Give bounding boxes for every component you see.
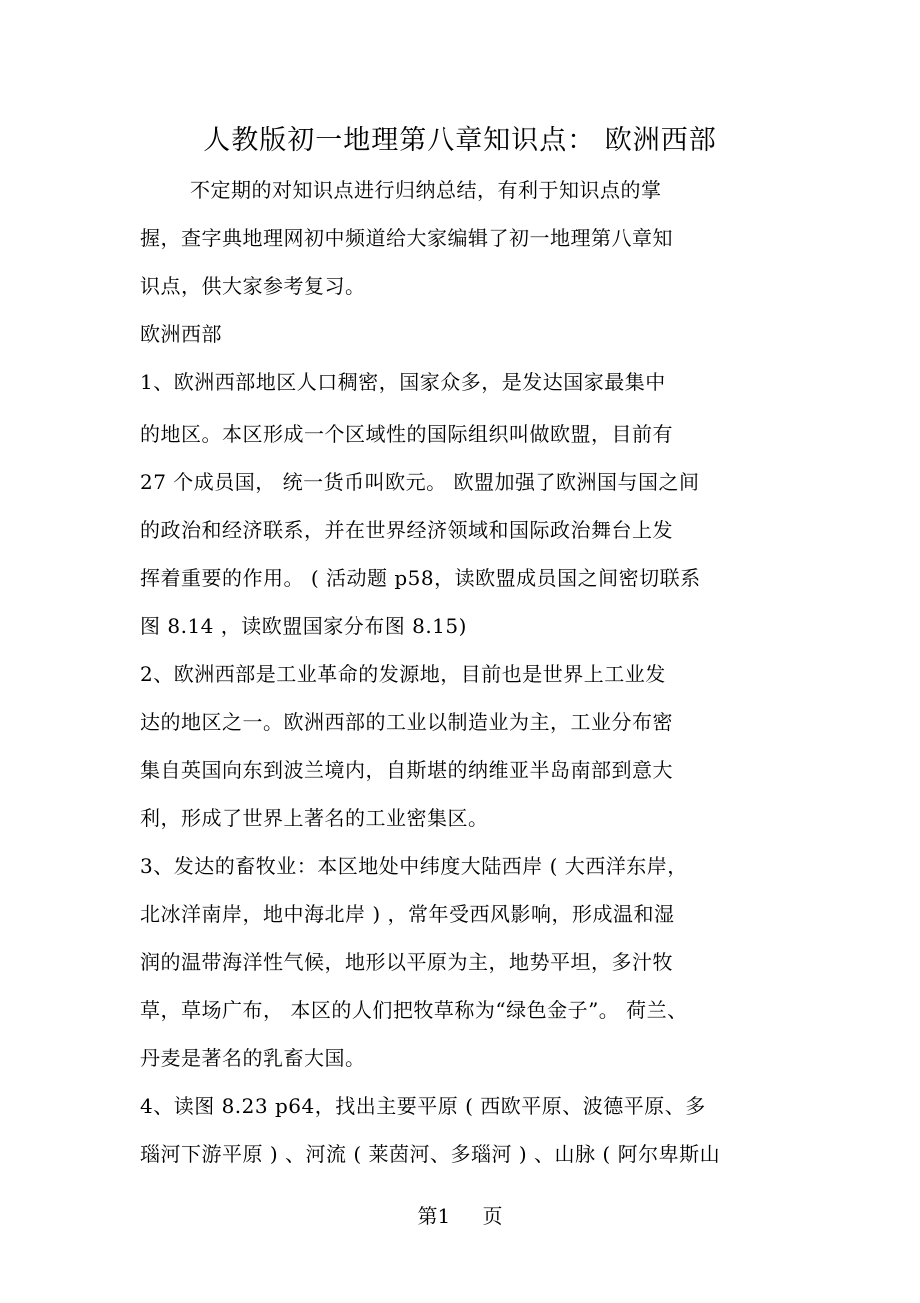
paragraph-line: 润的温带海洋性气候，地形以平原为主，地势平坦，多汁牧 — [140, 950, 673, 974]
page-number: 第1 页 — [417, 1204, 503, 1228]
paragraph-line: 握，查字典地理网初中频道给大家编辑了初一地理第八章知 — [140, 226, 673, 250]
document-title: 人教版初一地理第八章知识点： 欧洲西部 — [203, 125, 717, 156]
paragraph-line: 利，形成了世界上著名的工业密集区。 — [140, 806, 489, 830]
paragraph-line: 4、读图 8.23 p64，找出主要平原 ( 西欧平原、波德平原、多 — [140, 1094, 706, 1118]
paragraph-line: 不定期的对知识点进行归纳总结，有利于知识点的掌 — [190, 178, 662, 202]
paragraph-line: 的地区。本区形成一个区域性的国际组织叫做欧盟，目前有 — [140, 422, 673, 446]
paragraph-line: 识点，供大家参考复习。 — [140, 274, 366, 298]
paragraph-line: 2、欧洲西部是工业革命的发源地，目前也是世界上工业发 — [140, 662, 666, 686]
paragraph-line: 挥着重要的作用。 ( 活动题 p58，读欧盟成员国之间密切联系 — [140, 566, 701, 590]
paragraph-line: 27 个成员国， 统一货币叫欧元。 欧盟加强了欧洲国与国之间 — [140, 470, 700, 494]
paragraph-line: 北冰洋南岸，地中海北岸 ) ，常年受西风影响，形成温和湿 — [140, 902, 675, 926]
paragraph-line: 的政治和经济联系，并在世界经济领域和国际政治舞台上发 — [140, 518, 673, 542]
paragraph-line: 3、发达的畜牧业：本区地处中纬度大陆西岸 ( 大西洋东岸， — [140, 854, 688, 878]
paragraph-line: 集自英国向东到波兰境内，自斯堪的纳维亚半岛南部到意大 — [140, 758, 673, 782]
paragraph-line: 1、欧洲西部地区人口稠密，国家众多，是发达国家最集中 — [140, 370, 666, 394]
paragraph-line: 草，草场广布， 本区的人们把牧草称为“绿色金子”。 荷兰、 — [140, 998, 688, 1022]
section-heading: 欧洲西部 — [140, 322, 222, 346]
paragraph-line: 图 8.14 ，读欧盟国家分布图 8.15) — [140, 614, 467, 638]
paragraph-line: 瑙河下游平原 ) 、河流 ( 莱茵河、多瑙河 ) 、山脉 ( 阿尔卑斯山 — [140, 1142, 721, 1166]
paragraph-line: 达的地区之一。欧洲西部的工业以制造业为主，工业分布密 — [140, 710, 673, 734]
paragraph-line: 丹麦是著名的乳畜大国。 — [140, 1046, 366, 1070]
